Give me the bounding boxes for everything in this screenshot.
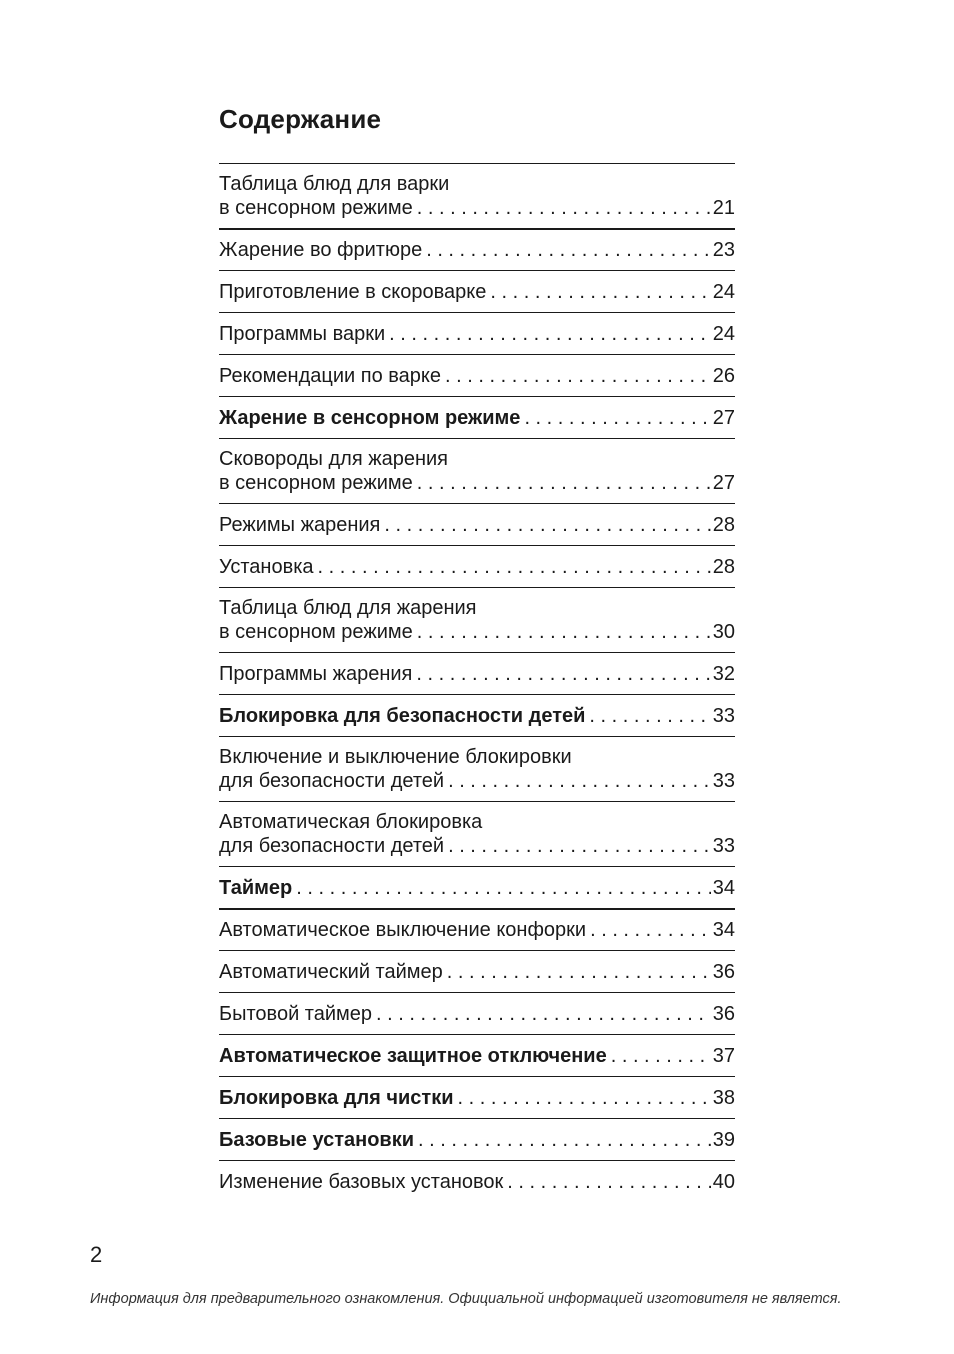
toc-entry-title: Автоматическое выключение конфорки [219, 919, 587, 941]
toc-entry-page: 21 [712, 197, 735, 219]
toc-entry-page: 28 [712, 513, 735, 536]
toc-entry-title: для безопасности детей [219, 835, 445, 857]
toc-entry [219, 587, 735, 652]
toc-entry [219, 438, 735, 503]
toc-entry-title: Изменение базовых установок [219, 1170, 504, 1193]
toc-entry-title: Программы жарения [219, 662, 413, 685]
dot-leader [389, 322, 711, 346]
dot-leader [611, 1044, 711, 1068]
toc-entry-title-line1: Таблица блюд для жарения [219, 597, 477, 619]
toc-entry-title: для безопасности детей [219, 770, 445, 792]
toc-entry-title-line1: Включение и выключение блокировки [219, 746, 572, 768]
dot-leader [447, 960, 711, 984]
dot-leader [416, 662, 710, 686]
dot-leader [490, 280, 710, 304]
toc-entry-title: Программы варки [219, 322, 386, 345]
dot-leader [318, 555, 711, 579]
toc-entry-page: 33 [712, 704, 735, 727]
dot-leader [417, 196, 711, 220]
dot-leader [507, 1170, 710, 1194]
toc-entry-title-line1: Таблица блюд для варки [219, 173, 450, 195]
toc-entry-page: 26 [712, 364, 735, 387]
toc-entry [219, 1076, 735, 1118]
dot-leader [458, 1086, 711, 1110]
toc-entry-title: Приготовление в скороварке [219, 280, 487, 303]
dot-leader [448, 834, 711, 858]
toc-entry [219, 270, 735, 312]
toc-entry [219, 1118, 735, 1160]
dot-leader [417, 471, 711, 495]
toc-entry-page: 24 [712, 280, 735, 303]
toc-entry-title: Блокировка для безопасности детей [219, 704, 586, 727]
toc-entry-title: Бытовой таймер [219, 1002, 373, 1025]
toc-entry-title-line1: Автоматическая блокировка [219, 811, 483, 833]
toc-entry [219, 908, 735, 950]
dot-leader [296, 876, 710, 900]
toc-entry [219, 354, 735, 396]
toc-entry [219, 1160, 735, 1202]
toc-entry [219, 396, 735, 438]
toc-entry-title: Режимы жарения [219, 513, 381, 536]
toc-entry [219, 950, 735, 992]
page-number: 2 [90, 1242, 103, 1267]
dot-leader [426, 238, 711, 262]
toc-entry-title: Жарение в сенсорном режиме [219, 406, 521, 429]
footer-disclaimer: Информация для предварительного ознакомления. Официальной информацией изготовителя не является. [90, 1291, 842, 1307]
toc-entry [219, 652, 735, 694]
toc-entry-title: Рекомендации по варке [219, 364, 442, 387]
toc-entry-title: Автоматический таймер [219, 960, 443, 983]
dot-leader [376, 1002, 711, 1026]
toc-entry-page: 32 [712, 662, 735, 685]
toc-entry [219, 312, 735, 354]
dot-leader [448, 769, 711, 793]
toc-entry [219, 163, 735, 228]
toc-entry-page: 36 [712, 1002, 735, 1025]
table-of-contents [219, 163, 735, 1202]
toc-entry-page: 23 [712, 239, 735, 261]
toc-entry [219, 992, 735, 1034]
toc-entry-page: 27 [712, 406, 735, 429]
page-title: Содержание [219, 104, 382, 134]
toc-entry-title: Автоматическое защитное отключение [219, 1044, 607, 1067]
toc-entry [219, 545, 735, 587]
toc-entry-page: 38 [712, 1086, 735, 1109]
toc-entry-page: 33 [712, 835, 735, 857]
toc-entry-title: в сенсорном режиме [219, 621, 413, 643]
toc-entry-page: 37 [712, 1044, 735, 1067]
toc-entry-title: в сенсорном режиме [219, 197, 413, 219]
toc-entry-page: 40 [712, 1170, 735, 1193]
dot-leader [589, 704, 710, 728]
dot-leader [524, 406, 710, 430]
toc-entry [219, 694, 735, 736]
toc-entry-page: 34 [712, 876, 735, 899]
toc-entry [219, 1034, 735, 1076]
toc-entry-title: Установка [219, 555, 314, 578]
toc-entry-page: 39 [712, 1128, 735, 1151]
toc-entry-title: Блокировка для чистки [219, 1086, 454, 1109]
dot-leader [384, 513, 710, 537]
dot-leader [590, 918, 711, 942]
toc-entry-page: 33 [712, 770, 735, 792]
toc-entry-page: 36 [712, 960, 735, 983]
toc-entry-title: в сенсорном режиме [219, 472, 413, 494]
toc-entry-title: Жарение во фритюре [219, 239, 423, 261]
toc-entry-page: 34 [712, 919, 735, 941]
toc-entry [219, 866, 735, 908]
toc-entry-page: 30 [712, 621, 735, 643]
toc-entry-title: Таймер [219, 876, 293, 899]
toc-entry-page: 27 [712, 472, 735, 494]
toc-entry [219, 503, 735, 545]
dot-leader [417, 620, 711, 644]
toc-entry [219, 228, 735, 270]
dot-leader [418, 1128, 711, 1152]
toc-entry [219, 801, 735, 866]
toc-entry-title: Базовые установки [219, 1128, 415, 1151]
toc-entry [219, 736, 735, 801]
dot-leader [445, 364, 711, 388]
toc-entry-title-line1: Сковороды для жарения [219, 448, 448, 470]
toc-entry-page: 28 [712, 555, 735, 578]
toc-entry-page: 24 [712, 322, 735, 345]
